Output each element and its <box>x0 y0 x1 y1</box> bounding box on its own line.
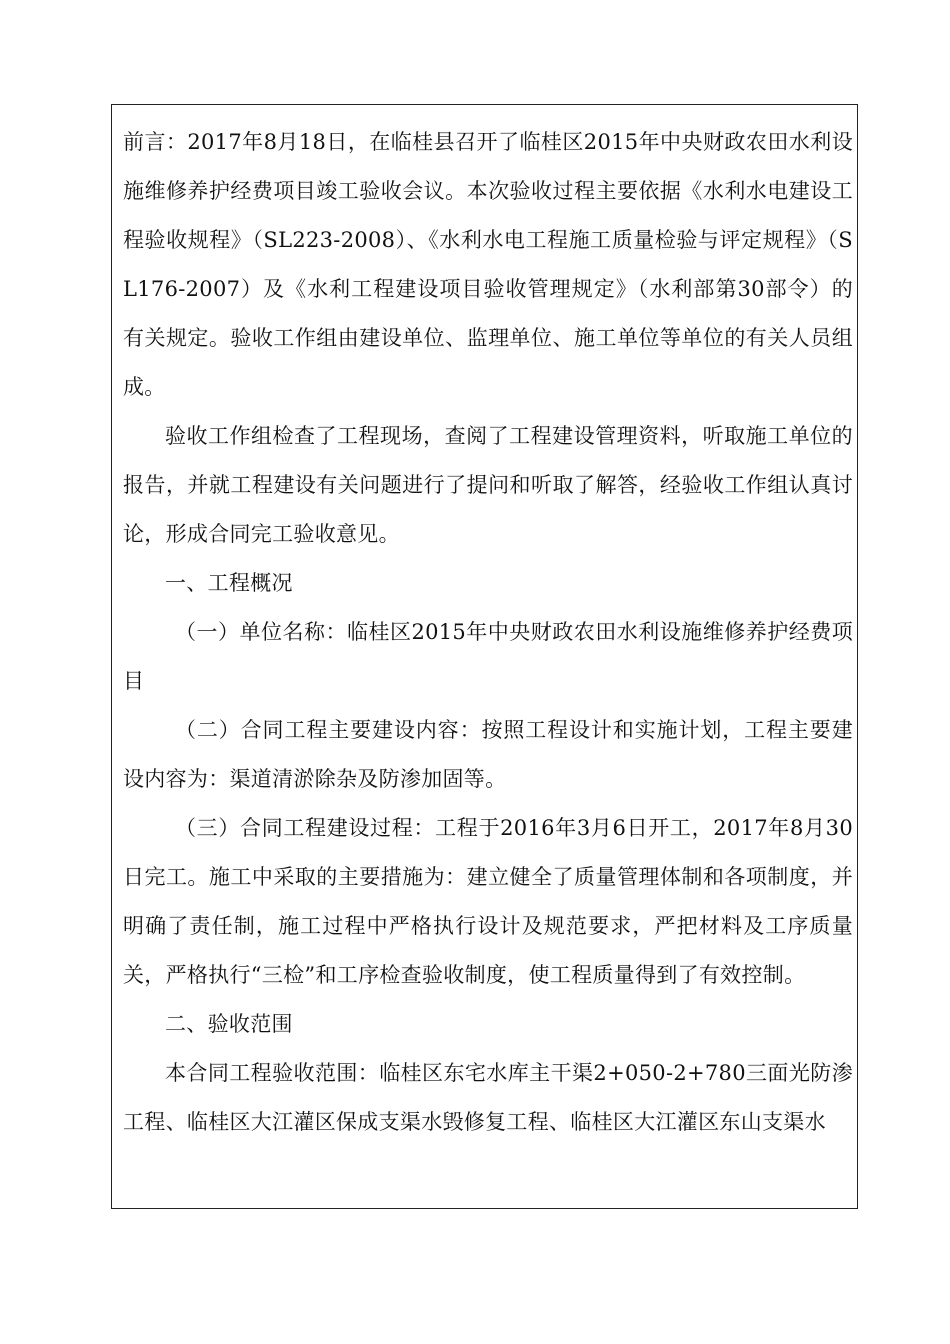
preface-paragraph: 前言：2017年8月18日，在临桂县召开了临桂区2015年中央财政农田水利设施维修养护经费项目竣工验收会议。本次验收过程主要依据《水利水电建设工程验收规程》（SL223-2008）、《水利水电工程施工质量检验与评定规程》（SL176-2007）及《水利工程建设项目验收管理规定》（水利部第30部令）的有关规定。验收工作组由建设单位、监理单位、施工单位等单位的有关人员组成。 <box>123 130 853 399</box>
main-content-paragraph: （二）合同工程主要建设内容：按照工程设计和实施计划，工程主要建设内容为：渠道清淤除杂及防渗加固等。 <box>123 718 853 791</box>
document-body <box>123 118 853 1147</box>
inspection-paragraph: 验收工作组检查了工程现场，查阅了工程建设管理资料，听取施工单位的报告，并就工程建设有关问题进行了提问和听取了解答，经验收工作组认真讨论，形成合同完工验收意见。 <box>123 424 853 546</box>
unit-name-paragraph: （一）单位名称：临桂区2015年中央财政农田水利设施维修养护经费项目 <box>123 620 853 693</box>
document-frame <box>111 104 858 1209</box>
section-heading-scope: 二、验收范围 <box>165 1012 293 1036</box>
section-heading-overview: 一、工程概况 <box>165 571 293 595</box>
scope-paragraph: 本合同工程验收范围：临桂区东宅水库主干渠2+050-2+780三面光防渗工程、临桂区大江灌区保成支渠水毁修复工程、临桂区大江灌区东山支渠水 <box>123 1061 853 1134</box>
construction-process-paragraph: （三）合同工程建设过程：工程于2016年3月6日开工，2017年8月30日完工。施工中采取的主要措施为：建立健全了质量管理体制和各项制度，并明确了责任制，施工过程中严格执行设计及规范要求，严把材料及工序质量关，严格执行“三检”和工序检查验收制度，使工程质量得到了有效控制。 <box>123 816 853 987</box>
